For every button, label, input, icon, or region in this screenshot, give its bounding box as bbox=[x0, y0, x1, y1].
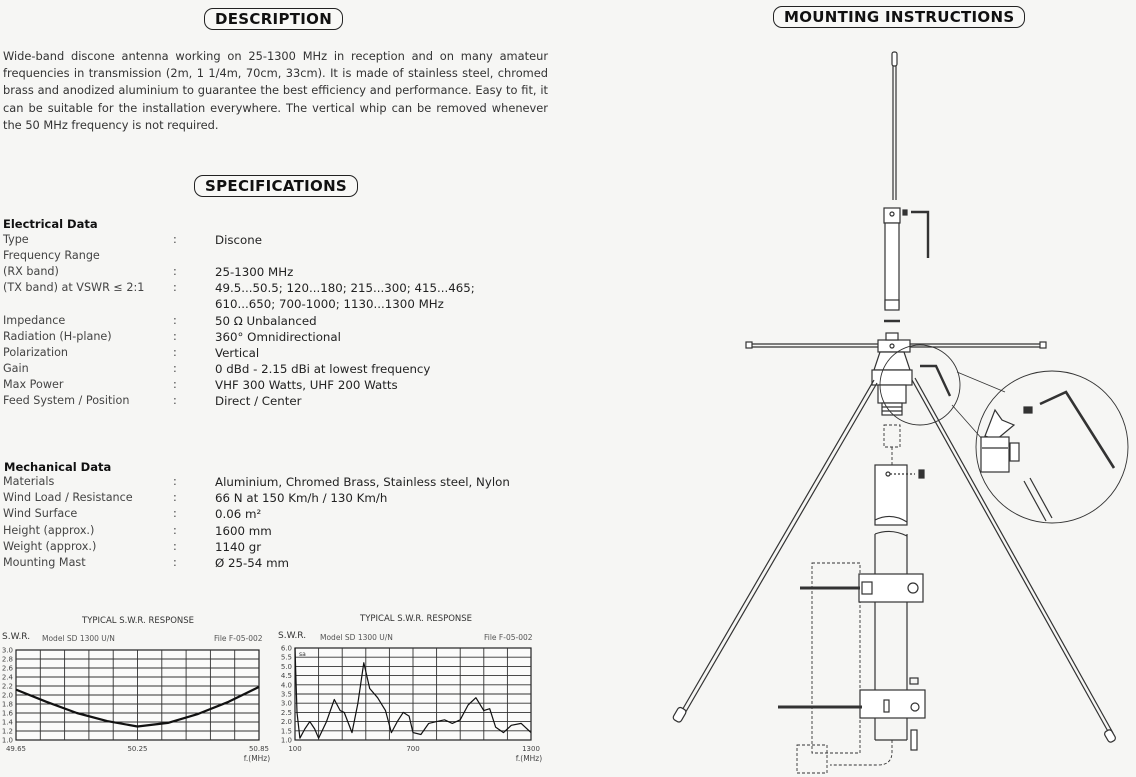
spec-label: Polarization bbox=[3, 345, 69, 359]
y-tick-label: 2.5 bbox=[280, 708, 292, 717]
svg-text:sa: sa bbox=[299, 651, 306, 658]
spec-value: 610...650; 700-1000; 1130...1300 MHz bbox=[215, 297, 444, 312]
spec-separator: : bbox=[173, 377, 177, 391]
spec-label: Wind Surface bbox=[3, 507, 78, 521]
y-tick-label: 3.0 bbox=[1, 646, 13, 655]
spec-label: Wind Load / Resistance bbox=[3, 491, 133, 505]
x-tick-label: 50.25 bbox=[127, 745, 148, 753]
spec-separator: : bbox=[173, 281, 177, 295]
chart-file: File F-05-002 bbox=[484, 633, 533, 642]
y-tick-label: 2.6 bbox=[1, 664, 13, 673]
y-tick-label: 3.5 bbox=[280, 690, 292, 699]
y-tick-label: 5.0 bbox=[280, 662, 292, 671]
spec-value: 0 dBd - 2.15 dBi at lowest frequency bbox=[215, 361, 431, 376]
mechanical-data-heading: Mechanical Data bbox=[4, 460, 112, 474]
spec-label: (TX band) at VSWR ≤ 2:1 bbox=[3, 281, 145, 295]
x-tick-label: 1300 bbox=[522, 745, 540, 753]
spec-separator: : bbox=[173, 556, 177, 569]
antenna-hub bbox=[872, 352, 912, 415]
mounting-instructions-title: MOUNTING INSTRUCTIONS bbox=[773, 6, 1025, 28]
spec-label: Gain bbox=[3, 361, 29, 375]
y-tick-label: 2.8 bbox=[1, 655, 13, 664]
y-tick-label: 2.0 bbox=[280, 718, 292, 727]
y-tick-label: 1.4 bbox=[1, 718, 13, 727]
upper-tube bbox=[884, 208, 900, 310]
spec-separator: : bbox=[173, 329, 177, 343]
spec-separator: : bbox=[173, 523, 177, 537]
spec-label: Frequency Range bbox=[3, 249, 100, 263]
y-tick-label: 3.0 bbox=[280, 699, 292, 708]
y-tick-label: 4.5 bbox=[280, 672, 292, 681]
swr-chart-wideband bbox=[270, 610, 550, 777]
y-tick-label: 1.6 bbox=[1, 709, 13, 718]
chart-ylabel: S.W.R. bbox=[278, 631, 307, 641]
spec-value: 0.06 m² bbox=[215, 507, 262, 522]
spec-label: Radiation (H-plane) bbox=[3, 329, 112, 343]
detail-magnifier bbox=[952, 371, 1128, 523]
electrical-data-heading: Electrical Data bbox=[3, 217, 98, 231]
spec-separator: : bbox=[173, 233, 177, 246]
spec-value: Discone bbox=[215, 233, 262, 247]
y-tick-label: 2.2 bbox=[1, 682, 13, 691]
y-tick-label: 2.4 bbox=[1, 673, 13, 682]
chart-ylabel: S.W.R. bbox=[2, 632, 31, 642]
swr-plot-2m bbox=[0, 610, 280, 777]
spec-separator: : bbox=[173, 394, 177, 407]
x-axis-label: f.(MHz) bbox=[515, 754, 543, 763]
mast-clamp-lower bbox=[778, 678, 925, 750]
spec-label: Impedance bbox=[3, 313, 66, 327]
y-tick-label: 5.5 bbox=[280, 653, 292, 662]
spec-value: 25-1300 MHz bbox=[215, 265, 294, 280]
x-tick-label: 50.85 bbox=[248, 745, 270, 753]
ground-legs bbox=[672, 378, 1116, 743]
swr-plot-wideband bbox=[270, 610, 550, 777]
spec-label: Mounting Mast bbox=[3, 556, 86, 569]
spec-separator: : bbox=[173, 361, 177, 375]
spec-separator: : bbox=[173, 491, 177, 505]
y-tick-label: 1.8 bbox=[1, 700, 13, 709]
spec-value: Vertical bbox=[215, 345, 260, 360]
spec-value: 1600 mm bbox=[215, 523, 272, 538]
spec-separator: : bbox=[173, 507, 177, 521]
y-tick-label: 1.2 bbox=[1, 727, 13, 736]
mast-clamp-upper bbox=[800, 574, 923, 602]
y-tick-label: 6.0 bbox=[280, 644, 292, 653]
spec-value: Aluminium, Chromed Brass, Stainless steel, Nylon bbox=[215, 475, 510, 489]
swr-chart-2m bbox=[0, 610, 280, 777]
spec-value: VHF 300 Watts, UHF 200 Watts bbox=[215, 377, 398, 392]
spec-value: Direct / Center bbox=[215, 394, 302, 408]
x-tick-label: 49.65 bbox=[5, 745, 27, 753]
description-body: Wide-band discone antenna working on 25-1300 MHz in reception and on many amateur frequencies in transmission (2m, 1 1/4m, 70cm, 33cm). It is made of stainless steel, chromed brass and anodized aluminium to guarantee the best efficiency and performance. Easy to fit, it can be suitable for the installation everywhere. The vertical whip can be removed whenever the 50 MHz frequency is not required. bbox=[3, 49, 548, 132]
spec-separator: : bbox=[173, 265, 177, 279]
spec-label: Height (approx.) bbox=[3, 523, 95, 537]
x-tick-label: 700 bbox=[406, 745, 420, 753]
spec-value: 1140 gr bbox=[215, 539, 262, 554]
vertical-whip bbox=[892, 52, 897, 200]
spec-value: 360° Omnidirectional bbox=[215, 329, 341, 344]
spec-value: 49.5...50.5; 120...180; 215...300; 415...465; bbox=[215, 281, 475, 296]
coax-cable bbox=[797, 740, 892, 773]
spec-label: (RX band) bbox=[3, 265, 59, 279]
spec-label: Materials bbox=[3, 475, 55, 488]
spec-label: Type bbox=[3, 233, 29, 246]
spec-separator: : bbox=[173, 539, 177, 553]
spec-label: Max Power bbox=[3, 377, 64, 391]
chart-title: TYPICAL S.W.R. RESPONSE bbox=[82, 616, 195, 626]
chart-file: File F-05-002 bbox=[214, 634, 263, 643]
description-title: DESCRIPTION bbox=[204, 8, 343, 30]
specifications-title: SPECIFICATIONS bbox=[194, 175, 358, 197]
y-tick-label: 1.0 bbox=[1, 736, 13, 745]
y-tick-label: 2.0 bbox=[1, 691, 13, 700]
spec-separator: : bbox=[173, 345, 177, 359]
chart-title: TYPICAL S.W.R. RESPONSE bbox=[360, 614, 473, 624]
x-axis-label: f.(MHz) bbox=[243, 754, 271, 763]
spec-value: 66 N at 150 Km/h / 130 Km/h bbox=[215, 491, 388, 506]
chart-model: Model SD 1300 U/N bbox=[320, 633, 393, 642]
mast bbox=[875, 465, 924, 740]
hex-key-icon bbox=[903, 210, 928, 258]
spec-value: Ø 25-54 mm bbox=[215, 556, 290, 570]
x-tick-label: 100 bbox=[288, 745, 302, 753]
horizontal-radials bbox=[746, 333, 1046, 352]
y-tick-label: 1.0 bbox=[280, 736, 292, 745]
spec-value: 50 Ω Unbalanced bbox=[215, 313, 317, 328]
spec-label: Feed System / Position bbox=[3, 394, 130, 407]
chart-model: Model SD 1300 U/N bbox=[42, 634, 115, 643]
y-tick-label: 4.0 bbox=[280, 681, 292, 690]
spec-separator: : bbox=[173, 313, 177, 327]
y-tick-label: 1.5 bbox=[280, 727, 292, 736]
spec-separator: : bbox=[173, 475, 177, 488]
spec-label: Weight (approx.) bbox=[3, 539, 97, 553]
connector bbox=[884, 425, 900, 465]
